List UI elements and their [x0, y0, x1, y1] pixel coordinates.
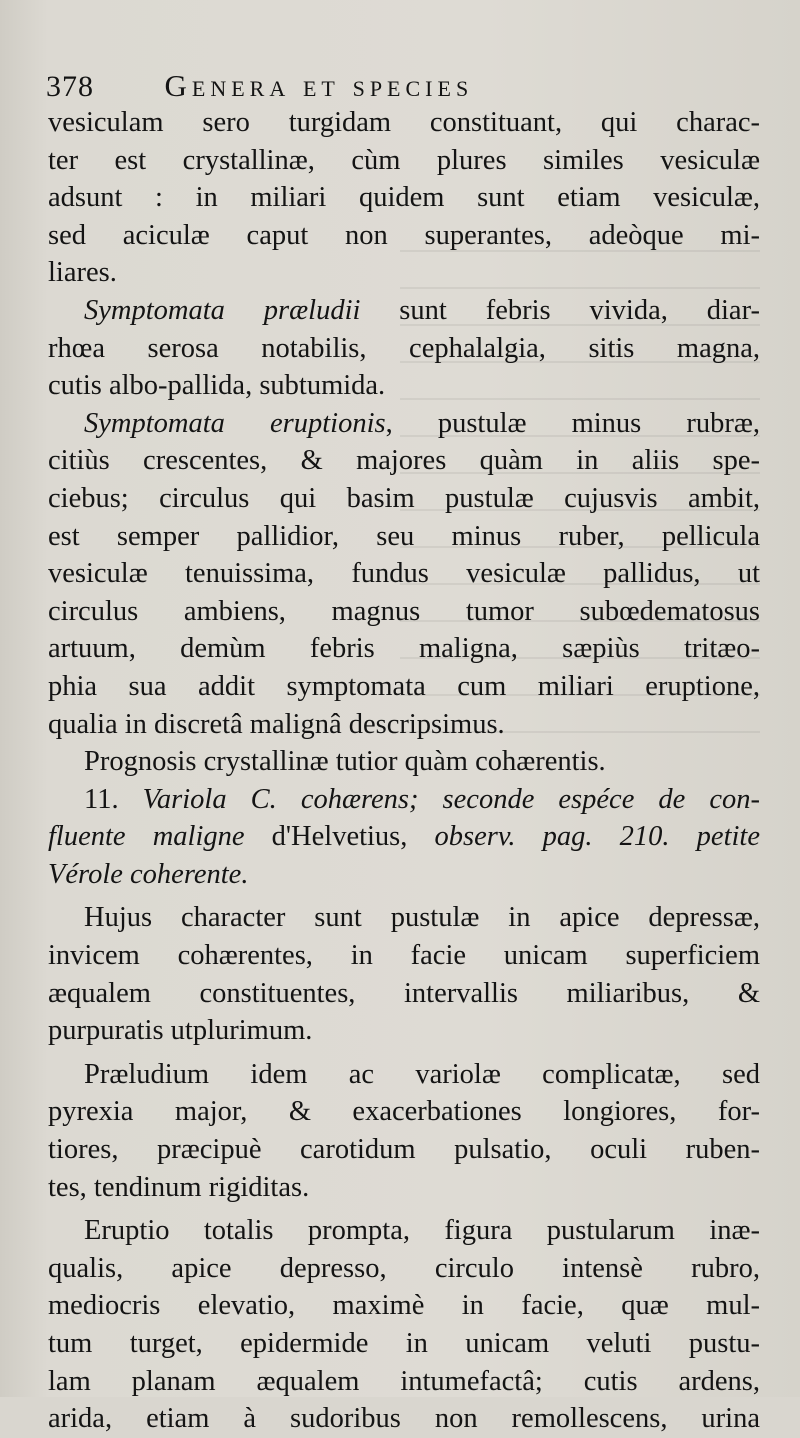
italic-run: Vérole coherente.	[48, 858, 249, 890]
text-line: circulus ambiens, magnus tumor subœdematosus	[48, 595, 760, 627]
page-number: 378	[46, 70, 94, 103]
text-line: artuum, demùm febris maligna, sæpiùs tritæo-	[48, 633, 760, 665]
text-line: æqualem constituentes, intervallis miliaribus, &	[48, 977, 760, 1009]
italic-run: observ. pag. 210. petite	[434, 821, 760, 853]
text-line: tiores, præcipuè carotidum pulsatio, oculi ruben-	[48, 1134, 760, 1166]
text-line: lam planam æqualem intumefactâ; cutis ardens,	[48, 1365, 760, 1397]
text-line: Eruptio totalis prompta, figura pustularum inæ-	[84, 1215, 760, 1247]
running-header	[46, 68, 766, 106]
text-line: invicem cohærentes, in facie unicam superficiem	[48, 940, 760, 972]
italic-run: Symptomata eruptionis	[84, 407, 386, 439]
text-line: vesiculam sero turgidam constituant, qui charac-	[48, 107, 760, 138]
text-line: purpuratis utplurimum.	[48, 1015, 313, 1047]
text-line: tum turget, epidermide in unicam veluti pustu-	[48, 1328, 760, 1359]
text-line: Symptomata eruptionis, pustulæ minus rubræ,	[84, 407, 760, 439]
text-line: phia sua addit symptomata cum miliari eruptione,	[48, 670, 760, 702]
text-line: qualia in discretâ malignâ descripsimus.	[48, 708, 505, 740]
text-line: Prognosis crystallinæ tutior quàm cohærentis.	[84, 746, 606, 778]
text-line: fluente maligne d'Helvetius, observ. pag. 210. petite	[48, 821, 760, 853]
text-line: cutis albo-pallida, subtumida.	[48, 370, 386, 402]
body-text	[48, 104, 760, 1438]
running-title: Genera et species	[164, 68, 474, 103]
text-line: arida, etiam à sudoribus non remollescens, urina	[48, 1403, 760, 1435]
text-line: tes, tendinum rigiditas.	[48, 1171, 310, 1203]
text-line: mediocris elevatio, maximè in facie, quæ mul-	[48, 1290, 760, 1322]
text-line: qualis, apice depresso, circulo intensè rubro,	[48, 1252, 760, 1284]
text-line: Præludium idem ac variolæ complicatæ, sed	[84, 1058, 760, 1090]
text-line: citiùs crescentes, & majores quàm in aliis spe-	[48, 445, 760, 477]
italic-run: fluente maligne	[48, 821, 245, 853]
text-line: liares.	[48, 257, 117, 289]
text-line: Symptomata præludii sunt febris vivida, diar-	[84, 294, 760, 326]
text-line: est semper pallidior, seu minus ruber, pellicula	[48, 520, 760, 552]
italic-run: Symptomata præludii	[84, 294, 361, 326]
text-line: vesiculæ tenuissima, fundus vesiculæ pallidus, ut	[48, 558, 760, 590]
text-line: pyrexia major, & exacerbationes longiores, for-	[48, 1096, 760, 1128]
text-line: ciebus; circulus qui basim pustulæ cujusvis ambit,	[48, 482, 760, 514]
text-line: sed aciculæ caput non superantes, adeòque mi-	[48, 219, 760, 251]
text-line: Hujus character sunt pustulæ in apice depressæ,	[84, 902, 760, 934]
text-line: rhœa serosa notabilis, cephalalgia, sitis magna,	[48, 332, 760, 364]
text-line	[48, 856, 760, 894]
text-line: ter est crystallinæ, cùm plures similes vesiculæ	[48, 144, 760, 176]
text-line: 11. Variola C. cohærens; seconde espéce de con-	[84, 783, 760, 815]
italic-run: Variola C. cohærens; seconde espéce de con-	[142, 783, 760, 815]
text-line: adsunt : in miliari quidem sunt etiam vesiculæ,	[48, 182, 760, 214]
